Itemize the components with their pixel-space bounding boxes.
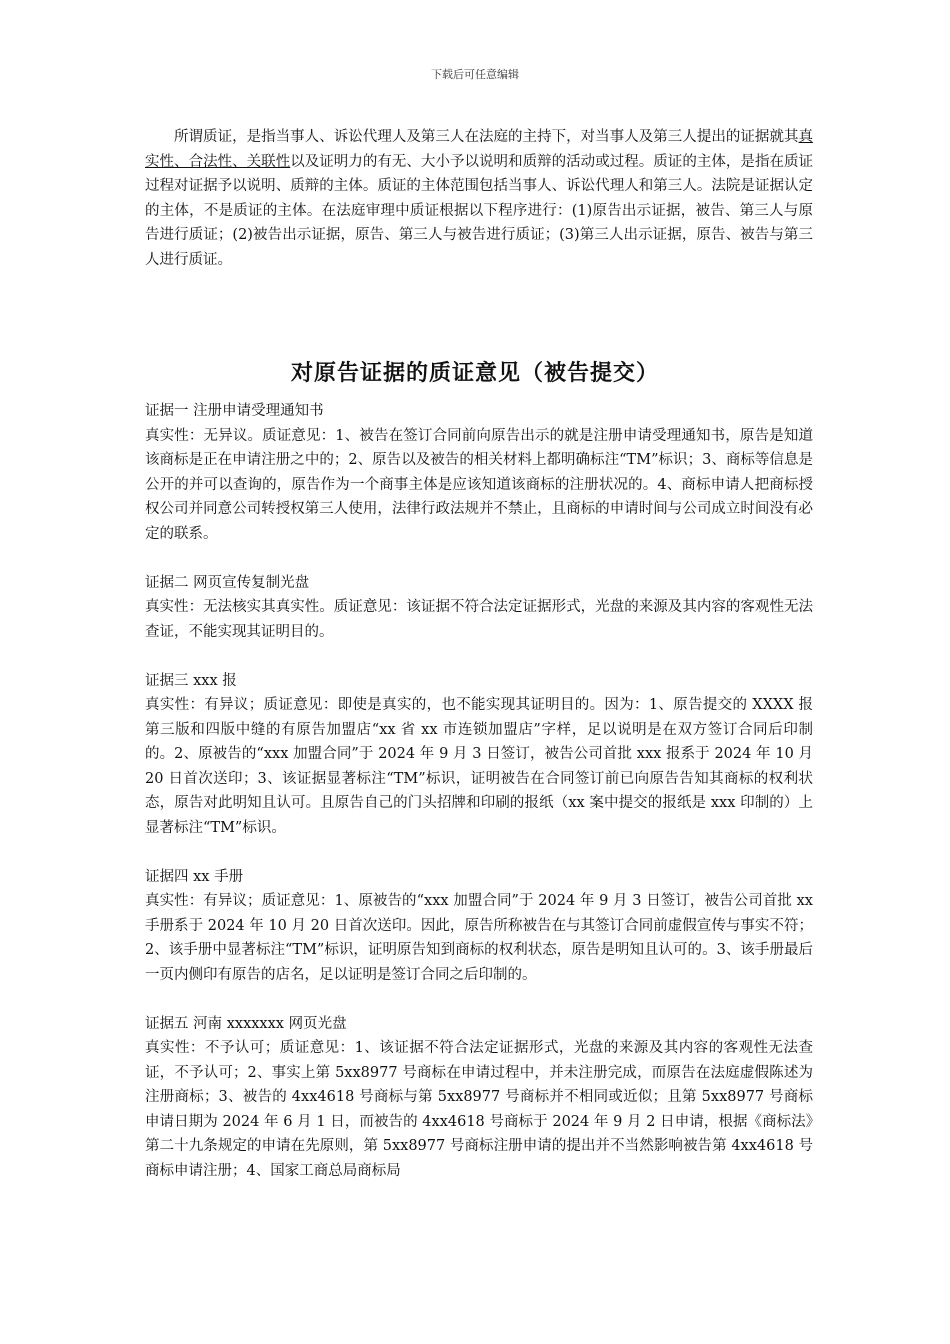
document-title: 对原告证据的质证意见（被告提交） xyxy=(290,360,659,386)
evidence-body: 真实性：有异议；质证意见：1、原被告的“xxx 加盟合同”于 2024 年 9 月 3 日签订，被告公司首批 xx 手册系于 2024 年 10 月 20 日首次送印。因此，原告所称被告在与其签订合同前虚假宣传与事实不符；2、该手册中显著标注“TM”标识，证明原告知到商标的权利状态，原告是明知且认可的。3、该手册最后一页内侧印有原告的店名，足以证明是签订合同之后印制的。 xyxy=(145,893,813,983)
evidence-body: 真实性：有异议；质证意见：即使是真实的，也不能实现其证明目的。因为：1、原告提交的 XXXX 报第三版和四版中缝的有原告加盟店“xx 省 xx 市连锁加盟店”字样，足以说明是在双方签订合同后印制的。2、原被告的“xxx 加盟合同”于 2024 年 9 月 3 日签订，被告公司首批 xxx 报系于 2024 年 10 月 20 日首次送印；3、该证据显著标注“TM”标识，证明被告在合同签订前已向原告告知其商标的权利状态，原告对此明知且认可。且原告自己的门头招牌和印刷的报纸（xx 案中提交的报纸是 xxx 印制的）上显著标注“TM”标识。 xyxy=(145,697,813,836)
evidence-heading: 证据一 注册申请受理通知书 xyxy=(145,403,324,419)
evidence-heading: 证据三 xxx 报 xyxy=(145,672,237,689)
intro-text-2: 以及证明力的有无、大小予以说明和质辩的活动或过程。质证的主体，是指在质证过程对证据予以说明、质辩的主体。质证的主体范围包括当事人、诉讼代理人和第三人。法院是证据认定的主体，不是质证的主体。在法庭审理中质证根据以下程序进行：(1)原告出示证据，被告、第三人与原告进行质证；(2)被告出示证据，原告、第三人与被告进行质证；(3)第三人出示证据，原告、被告与第三人进行质证。 xyxy=(145,153,814,268)
evidence-body: 真实性：无异议。质证意见：1、被告在签订合同前向原告出示的就是注册申请受理通知书，原告是知道该商标是正在申请注册之中的；2、原告以及被告的相关材料上都明确标注“TM”标识；3、商标等信息是公开的并可以查询的，原告作为一个商事主体是应该知道该商标的注册状况的。4、商标申请人把商标授权公司并同意公司转授权第三人使用，法律行政法规并不禁止，且商标的申请时间与公司成立时间没有必定的联系。 xyxy=(145,427,813,542)
intro-paragraph xyxy=(145,125,813,272)
evidence-heading: 证据五 河南 xxxxxxx 网页光盘 xyxy=(145,1015,347,1032)
evidence-item-5 xyxy=(145,1012,813,1184)
evidence-heading: 证据二 网页宣传复制光盘 xyxy=(145,574,310,591)
intro-section xyxy=(145,125,813,272)
evidence-body: 真实性：不予认可；质证意见：1、该证据不符合法定证据形式，光盘的来源及其内容的客观性无法查证，不予认可；2、事实上第 5xx8977 号商标在申请过程中，并未注册完成，而原告在法庭虚假陈述为注册商标；3、被告的 4xx4618 号商标与第 5xx8977 号商标并不相同或近似；且第 5xx8977 号商标申请日期为 2024 年 6 月 1 日，而被告的 4xx4618 号商标于 2024 年 9 月 2 日申请，根据《商标法》第二十九条规定的申请在先原则，第 5xx8977 号商标注册申请的提出并不当然影响被告第 4xx4618 号商标申请注册；4、国家工商总局商标局 xyxy=(145,1040,813,1179)
evidence-heading: 证据四 xx 手册 xyxy=(145,868,244,885)
evidence-body: 真实性：无法核实其真实性。质证意见：该证据不符合法定证据形式，光盘的来源及其内容的客观性无法查证，不能实现其证明目的。 xyxy=(145,599,813,640)
intro-underlined-text: 真实性、合法性、关联性 xyxy=(145,129,813,170)
intro-text-1: 所谓质证，是指当事人、诉讼代理人及第三人在法庭的主持下，对当事人及第三人提出的证据就其 xyxy=(174,129,799,145)
evidence-item-2 xyxy=(145,571,813,645)
evidence-item-4 xyxy=(145,865,813,988)
evidence-item-1 xyxy=(145,399,813,546)
evidence-item-3 xyxy=(145,669,813,841)
evidence-list xyxy=(145,399,813,1208)
page-header: 下载后可任意编辑 xyxy=(431,68,519,81)
